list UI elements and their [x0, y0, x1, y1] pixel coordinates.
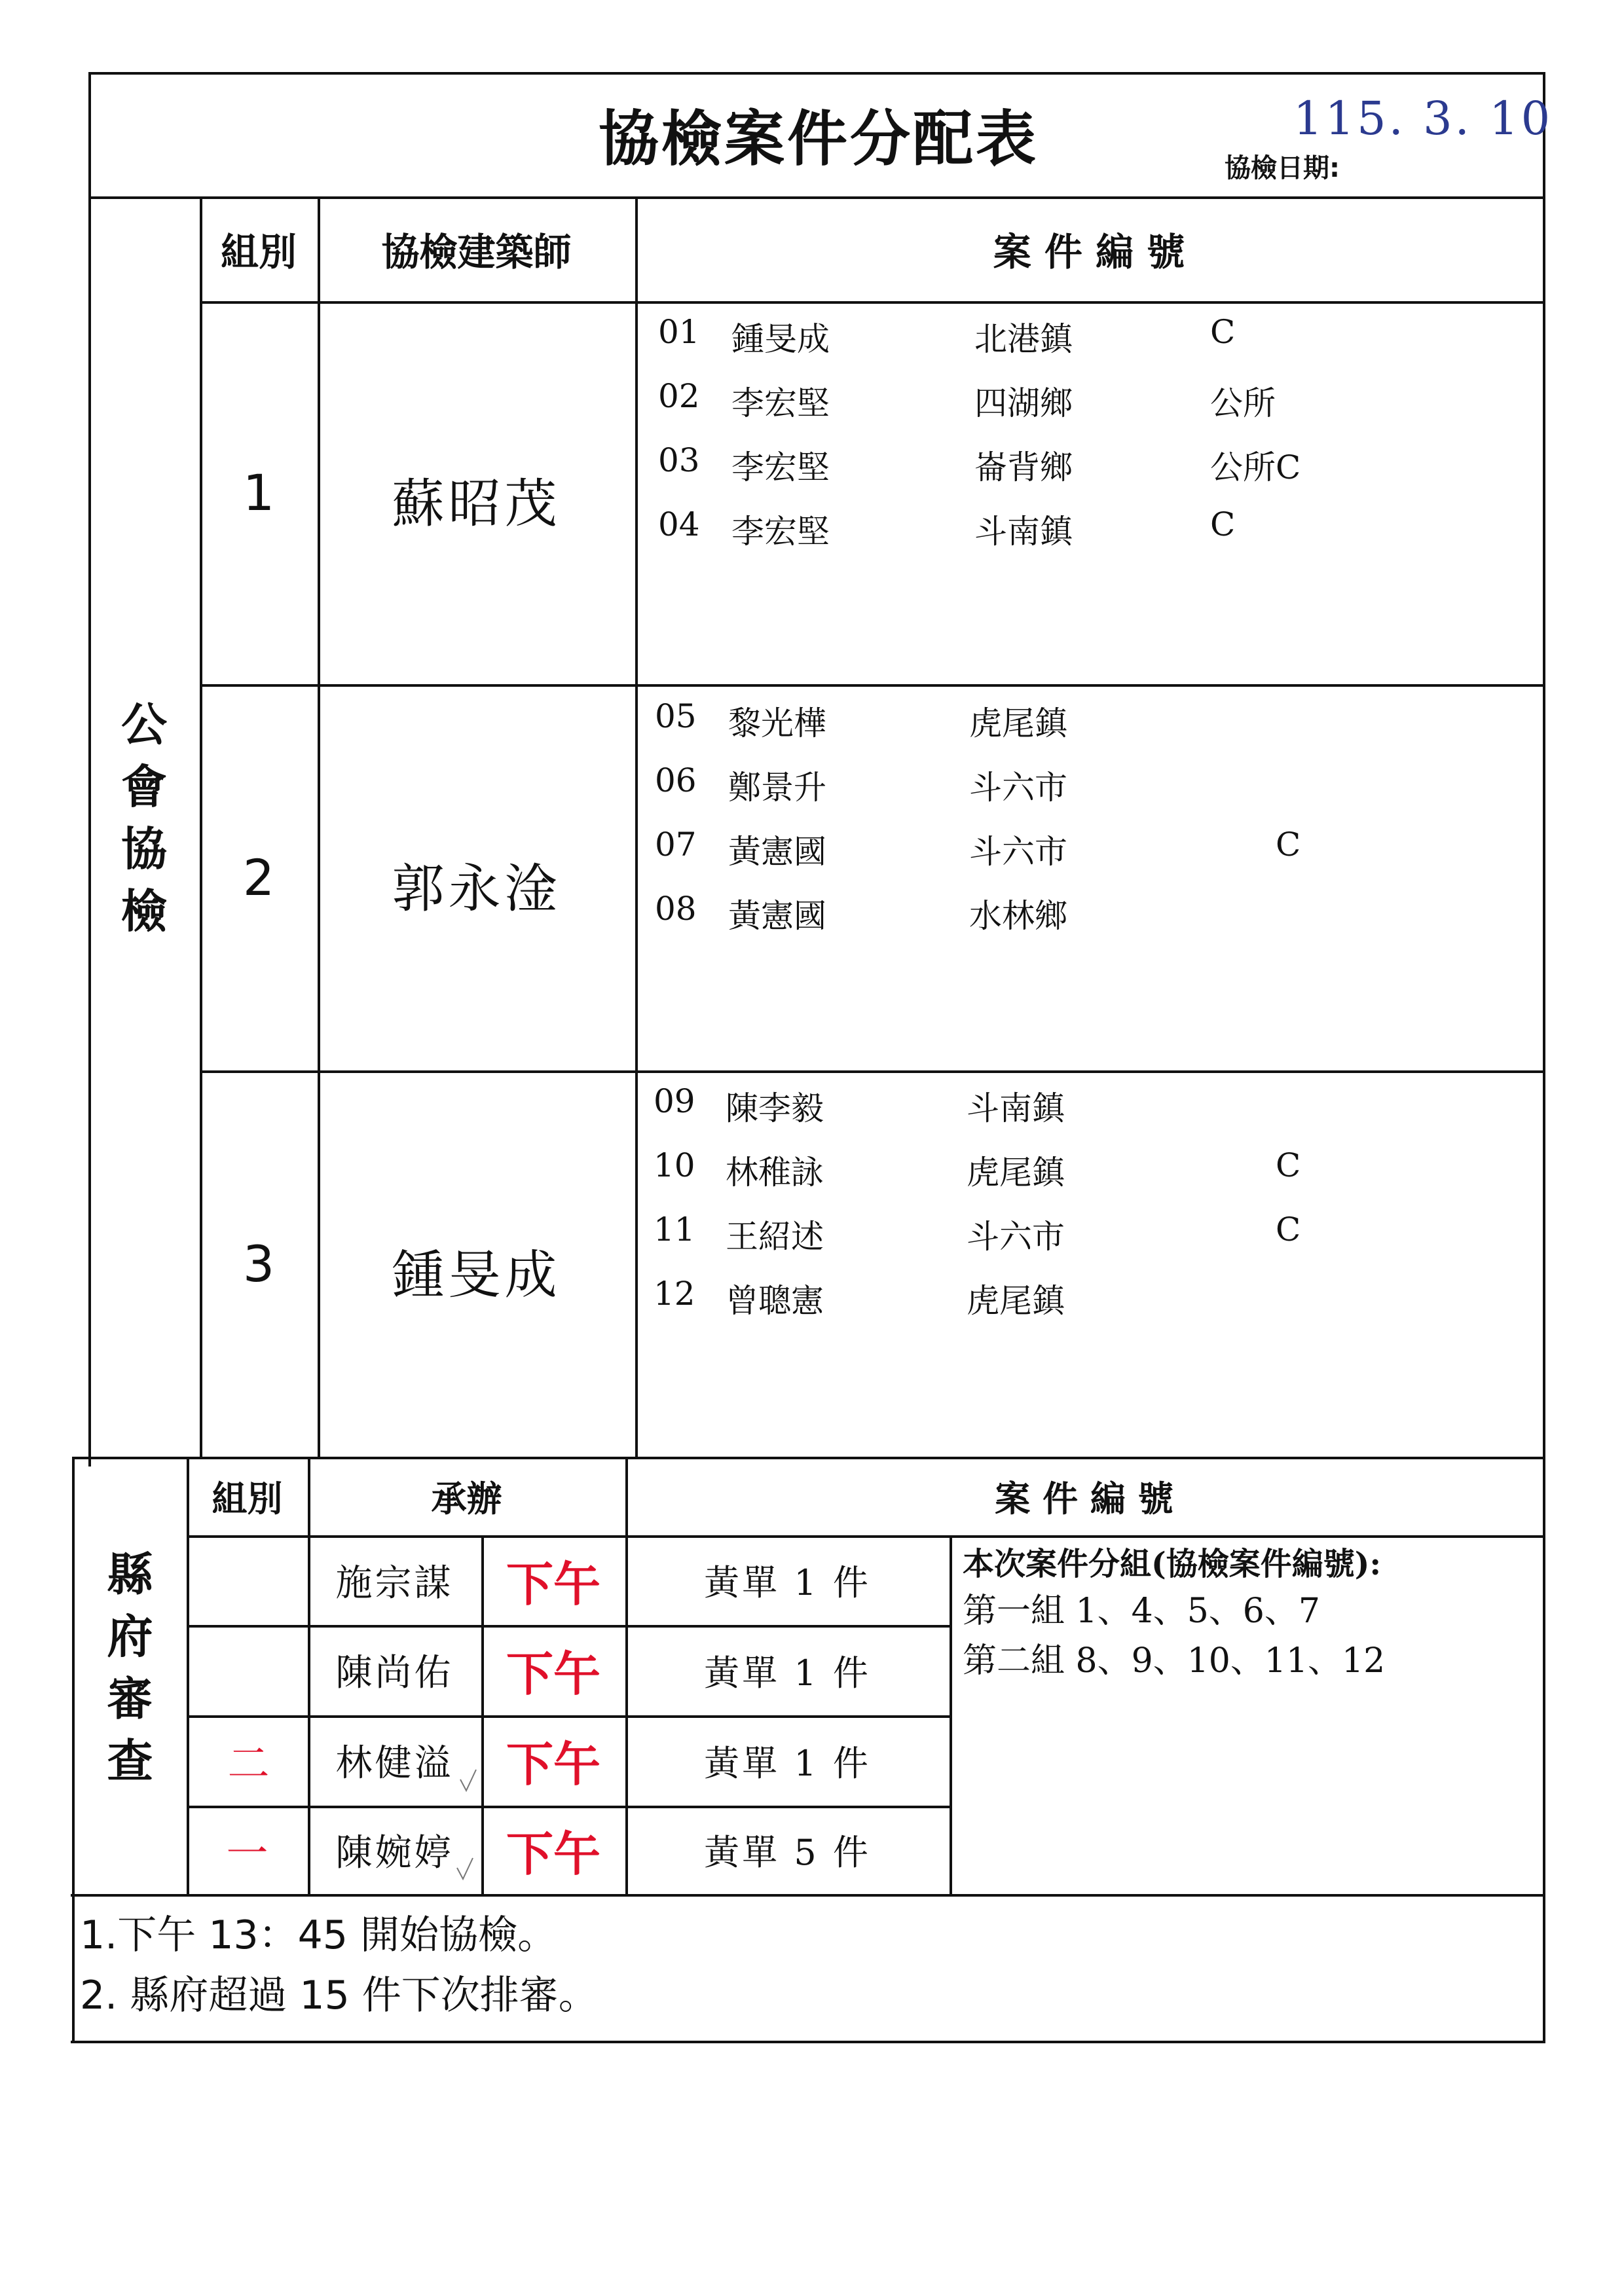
- architect-name: 蘇昭茂: [392, 473, 561, 534]
- case-no: 07: [655, 826, 697, 864]
- time-badge: 下午: [506, 1826, 600, 1882]
- case-row: [654, 1275, 1505, 1339]
- case-count: 黃單 1 件: [704, 1652, 871, 1694]
- grouping-line: 第二組 8、9、10、11、12: [963, 1641, 1386, 1681]
- case-no: 06: [655, 761, 697, 799]
- group-number: 2: [242, 848, 275, 907]
- architect-name: 郭永淦: [392, 858, 561, 919]
- case-no: 12: [654, 1275, 695, 1313]
- case-no: 01: [658, 313, 700, 351]
- case-place: 斗南鎮: [967, 1089, 1065, 1127]
- header2-handler: 承辦: [431, 1478, 502, 1520]
- case-name: 鍾旻成: [731, 320, 830, 358]
- note-line: 2. 縣府超過 15 件下次排審。: [80, 1973, 598, 2018]
- case-place: 虎尾鎮: [967, 1282, 1065, 1320]
- section2-label-char: 查: [107, 1734, 153, 1788]
- case-row: [655, 761, 1506, 826]
- case-place: 斗南鎮: [974, 513, 1073, 551]
- case-name: 鄭景升: [728, 769, 826, 807]
- case-name: 王紹述: [726, 1218, 824, 1256]
- case-name: 陳李毅: [726, 1089, 824, 1127]
- section2-label-char: 縣: [107, 1548, 153, 1601]
- group-number: 3: [242, 1234, 275, 1293]
- handler-name: 陳尚佑: [335, 1652, 454, 1694]
- header2-group: 組別: [212, 1478, 283, 1520]
- case-name: 黎光樺: [728, 704, 826, 742]
- case-place: 虎尾鎮: [967, 1154, 1065, 1192]
- case-note: C: [1210, 313, 1236, 351]
- border-right: [1543, 72, 1545, 1467]
- notes: [80, 1905, 1521, 2026]
- group-number: 1: [242, 464, 275, 522]
- case-row: [658, 505, 1509, 570]
- section2-label-char: 審: [107, 1672, 153, 1726]
- row-group-mark: [187, 1535, 308, 1625]
- case-no: 03: [658, 441, 700, 479]
- case-note: C: [1210, 505, 1236, 543]
- section1-label-char: 會: [121, 760, 167, 814]
- case-row: [655, 697, 1506, 761]
- note-line: 1.下午 13：45 開始協檢。: [80, 1912, 557, 1958]
- case-place: 斗六市: [969, 769, 1067, 807]
- case-list: [655, 697, 1506, 954]
- time-badge: 下午: [506, 1647, 600, 1702]
- case-name: 曾聰憲: [726, 1282, 824, 1320]
- case-count: 黃單 5 件: [704, 1832, 871, 1873]
- header-cases: 案 件 編 號: [993, 230, 1185, 274]
- section2-label-char: 府: [107, 1610, 153, 1664]
- case-row: [654, 1082, 1505, 1146]
- case-name: 李宏堅: [731, 513, 830, 551]
- case-no: 09: [654, 1082, 695, 1120]
- row-group-mark: [187, 1625, 308, 1715]
- section2-bottom: [71, 1894, 1545, 1897]
- case-row: [658, 313, 1509, 377]
- grouping-line: 第一組 1、4、5、6、7: [963, 1592, 1320, 1631]
- section1-label-char: 檢: [121, 884, 167, 938]
- case-name: 黃憲國: [728, 833, 826, 871]
- date-label: 協檢日期:: [1225, 153, 1340, 183]
- case-place: 北港鎮: [974, 320, 1073, 358]
- time-badge: 下午: [506, 1556, 600, 1612]
- case-note: 公所C: [1210, 448, 1301, 486]
- case-row: [654, 1146, 1505, 1211]
- case-note: 公所: [1210, 384, 1276, 422]
- case-no: 05: [655, 697, 697, 735]
- header-divider: [200, 301, 1545, 304]
- border-top: [88, 72, 1545, 75]
- case-no: 08: [655, 890, 697, 928]
- case-note: C: [1276, 1146, 1301, 1184]
- case-no: 04: [658, 505, 700, 543]
- case-row: [658, 441, 1509, 505]
- case-name: 林稚詠: [726, 1154, 824, 1192]
- check-mark-icon: [455, 1856, 475, 1882]
- row-group-mark: 二: [227, 1740, 267, 1789]
- section1-label-char: 協: [121, 822, 167, 876]
- case-name: 李宏堅: [731, 384, 830, 422]
- header-group: 組別: [220, 230, 297, 274]
- case-name: 黃憲國: [728, 897, 826, 935]
- border-right-lower: [1543, 1457, 1545, 2043]
- case-row: [654, 1211, 1505, 1275]
- notes-bottom: [71, 2041, 1545, 2043]
- section2-label: [73, 1544, 187, 1793]
- header2-cases: 案 件 編 號: [995, 1478, 1173, 1520]
- case-list: [658, 313, 1509, 570]
- case-place: 斗六市: [967, 1218, 1065, 1256]
- case-place: 虎尾鎮: [969, 704, 1067, 742]
- case-no: 10: [654, 1146, 695, 1184]
- case-place: 水林鄉: [969, 897, 1067, 935]
- case-note: C: [1276, 826, 1301, 864]
- case-row: [655, 890, 1506, 954]
- header-architect: 協檢建築師: [381, 230, 572, 274]
- case-row: [658, 377, 1509, 441]
- architect-name: 鍾旻成: [392, 1244, 561, 1305]
- grouping-summary: [963, 1542, 1539, 1686]
- case-row: [655, 826, 1506, 890]
- case-note: C: [1276, 1211, 1301, 1248]
- handler-name: 林健溢: [335, 1742, 454, 1785]
- grouping-title: 本次案件分組(協檢案件編號):: [963, 1546, 1382, 1582]
- handler-name: 陳婉婷: [335, 1831, 454, 1874]
- case-no: 02: [658, 377, 700, 415]
- case-name: 李宏堅: [731, 448, 830, 486]
- section1-label: [88, 694, 200, 943]
- row-group-mark: 一: [226, 1829, 268, 1878]
- section1-label-char: 公: [121, 698, 167, 752]
- date-value: 115. 3. 10: [1293, 92, 1553, 145]
- time-badge: 下午: [506, 1737, 600, 1792]
- handler-name: 施宗謀: [335, 1561, 454, 1605]
- page-title: 協檢案件分配表: [598, 104, 1039, 174]
- case-count: 黃單 1 件: [704, 1562, 871, 1603]
- case-place: 四湖鄉: [974, 384, 1073, 422]
- col2-line-count: [950, 1535, 952, 1895]
- case-no: 11: [654, 1211, 695, 1248]
- col-line-architect: [635, 196, 638, 1457]
- case-count: 黃單 1 件: [704, 1742, 871, 1784]
- case-place: 崙背鄉: [974, 448, 1073, 486]
- check-mark-icon: [458, 1768, 478, 1794]
- case-list: [654, 1082, 1505, 1339]
- case-place: 斗六市: [969, 833, 1067, 871]
